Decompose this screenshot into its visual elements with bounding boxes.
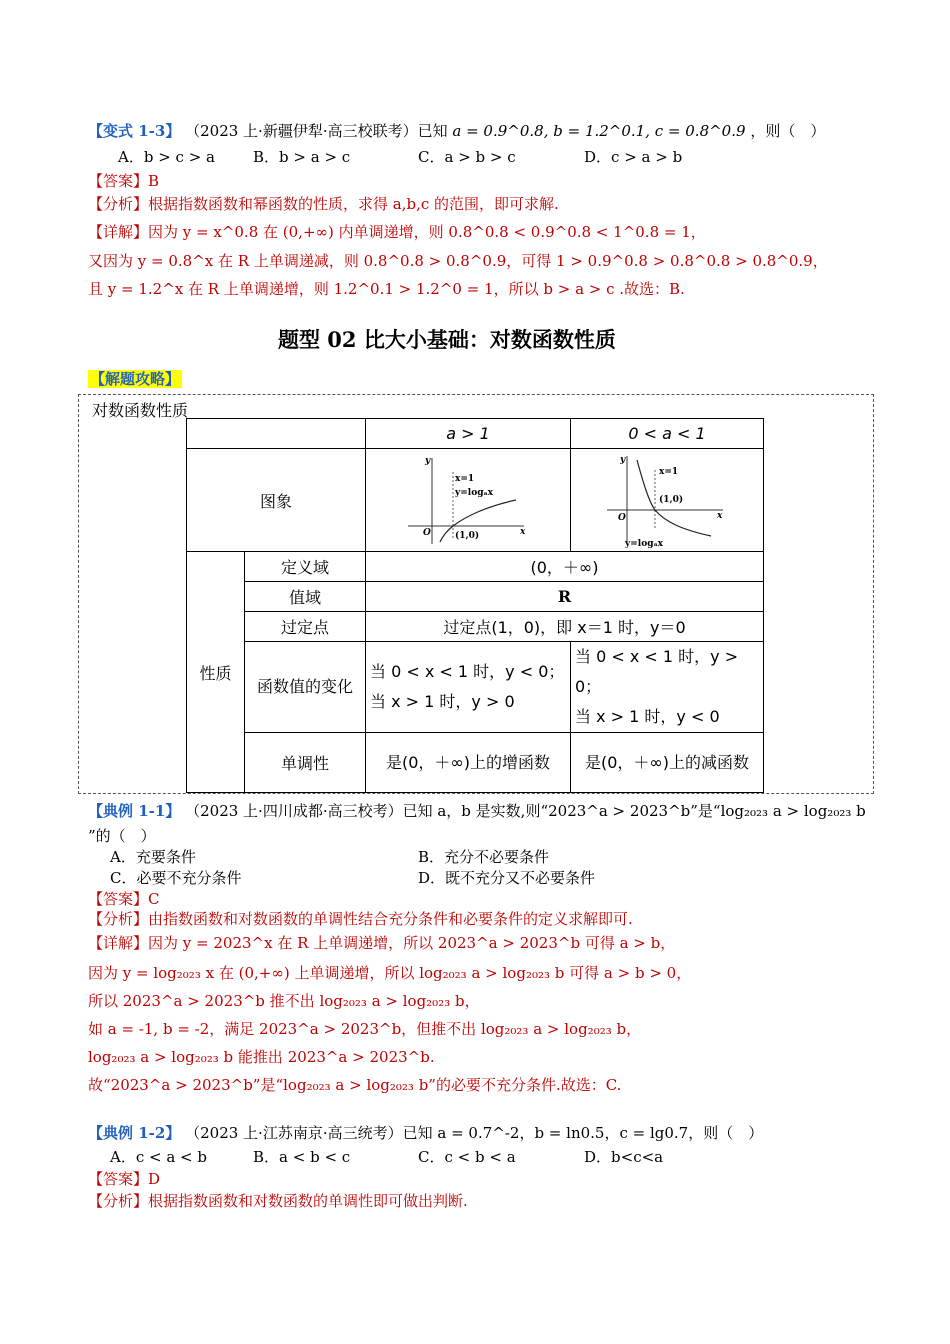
variant13-expr: a = 0.9^0.8, b = 1.2^0.1, c = 0.8^0.9 bbox=[452, 122, 746, 140]
example11-option-d: D．既不充分又不必要条件 bbox=[418, 869, 596, 887]
row-domain-value: (0，＋∞) bbox=[366, 552, 764, 582]
row-domain-label: 定义域 bbox=[244, 552, 365, 582]
log-graph-decreasing bbox=[607, 452, 727, 548]
detail-tag: 【详解】 bbox=[88, 934, 149, 952]
strategy-label bbox=[88, 368, 182, 389]
table-corner bbox=[187, 419, 366, 449]
row-change-a bbox=[366, 642, 571, 733]
change-a-line-1: 当 0 < x < 1 时，y < 0； bbox=[370, 662, 565, 681]
y-label: y bbox=[620, 455, 626, 465]
example11-option-c: C．必要不充分条件 bbox=[110, 869, 242, 887]
point-label: (1,0) bbox=[659, 495, 684, 505]
example12-option-a: A．c < a < b bbox=[110, 1148, 207, 1166]
x1-label: x=1 bbox=[659, 467, 679, 477]
answer-value: C bbox=[148, 890, 160, 908]
example11-source: （2023 上·四川成都·高三校考）已知 a，b 是实数,则“2023^a > 2023^b”是“log₂₀₂₃ a > log₂₀₂₃ b bbox=[185, 802, 866, 820]
variant13-detail-line-2: 又因为 y = 0.8^x 在 R 上单调递减，则 0.8^0.8 > 0.8^0.9，可得 1 > 0.9^0.8 > 0.8^0.8 > 0.8^0.9， bbox=[88, 252, 828, 270]
log-property-table bbox=[186, 418, 764, 793]
variant13-detail-line-3: 且 y = 1.2^x 在 R 上单调递增，则 1.2^0.1 > 1.2^0 = 1，所以 b > a > c .故选：B. bbox=[88, 280, 685, 298]
example11-detail-line-6: 故“2023^a > 2023^b”是“log₂₀₂₃ a > log₂₀₂₃ b”的必要不充分条件.故选：C. bbox=[88, 1076, 622, 1094]
row-graph-label: 图象 bbox=[187, 449, 366, 552]
variant13-detail-line-1 bbox=[88, 221, 706, 242]
variant13-source: （2023 上·新疆伊犁·高三校联考）已知 bbox=[185, 122, 448, 140]
variant13-option-b: B．b > a > c bbox=[253, 148, 351, 166]
answer-value: D bbox=[148, 1170, 161, 1188]
example12-tag: 【典例 1-2】 bbox=[88, 1124, 181, 1142]
example11-analysis bbox=[88, 908, 633, 929]
fn-label: y=logₐx bbox=[625, 539, 664, 548]
answer-tag: 【答案】 bbox=[88, 172, 149, 190]
variant13-analysis bbox=[88, 193, 559, 214]
change-b-line-2: 0； bbox=[575, 677, 602, 696]
answer-tag: 【答案】 bbox=[88, 1170, 149, 1188]
group-label: 性质 bbox=[187, 552, 245, 793]
analysis-tag: 【分析】 bbox=[88, 1192, 149, 1210]
detail-text: 因为 y = 2023^x 在 R 上单调递增，所以 2023^a > 2023^b 可得 a > b， bbox=[148, 934, 676, 952]
origin-label: O bbox=[618, 513, 626, 523]
row-range-value: R bbox=[366, 582, 764, 612]
change-a-line-2: 当 x > 1 时，y > 0 bbox=[370, 692, 515, 711]
section-title: 题型 02 比大小基础：对数函数性质 bbox=[278, 327, 616, 352]
x-label: x bbox=[717, 511, 723, 521]
head-a-lt-1: 0 < a < 1 bbox=[571, 419, 764, 449]
example12-option-b: B．a < b < c bbox=[253, 1148, 351, 1166]
graph-decreasing bbox=[571, 449, 764, 552]
example12-answer bbox=[88, 1168, 160, 1189]
row-mono-a: 是(0，＋∞)上的增函数 bbox=[366, 733, 571, 793]
analysis-text: 根据指数函数和对数函数的单调性即可做出判断. bbox=[148, 1192, 468, 1210]
row-change-b bbox=[571, 642, 764, 733]
variant13-option-d: D．c > a > b bbox=[584, 148, 683, 166]
answer-tag: 【答案】 bbox=[88, 890, 149, 908]
variant13-tag: 【变式 1-3】 bbox=[88, 122, 181, 140]
head-a-gt-1: a > 1 bbox=[366, 419, 571, 449]
detail-tag: 【详解】 bbox=[88, 223, 149, 241]
change-b-line-1: 当 0 < x < 1 时，y > bbox=[575, 647, 739, 666]
example12-option-c: C．c < b < a bbox=[418, 1148, 516, 1166]
analysis-text: 由指数函数和对数函数的单调性结合充分条件和必要条件的定义求解即可. bbox=[148, 910, 633, 928]
row-fixed-point-label: 过定点 bbox=[244, 612, 365, 642]
example12-option-d: D．b<c<a bbox=[584, 1148, 664, 1166]
y-label: y bbox=[425, 456, 431, 466]
example11-option-b: B．充分不必要条件 bbox=[418, 848, 550, 866]
log-graph-increasing bbox=[408, 454, 528, 546]
example11-detail-line-4: 如 a = -1, b = -2，满足 2023^a > 2023^b，但推不出 log₂₀₂₃ a > log₂₀₂₃ b， bbox=[88, 1020, 642, 1038]
example11-detail-line-3: 所以 2023^a > 2023^b 推不出 log₂₀₂₃ a > log₂₀₂₃ b， bbox=[88, 992, 480, 1010]
example12-question bbox=[88, 1122, 763, 1143]
variant13-option-a: A．b > c > a bbox=[118, 148, 215, 166]
analysis-tag: 【分析】 bbox=[88, 910, 149, 928]
x-label: x bbox=[520, 527, 526, 537]
example11-option-a: A．充要条件 bbox=[110, 848, 196, 866]
point-label: (1,0) bbox=[455, 531, 480, 541]
fn-label: y=logₐx bbox=[455, 488, 494, 498]
example11-detail-line-1 bbox=[88, 932, 675, 953]
analysis-tag: 【分析】 bbox=[88, 195, 149, 213]
strategy-highlight: 【解题攻略】 bbox=[90, 370, 181, 388]
row-mono-b: 是(0，＋∞)上的减函数 bbox=[571, 733, 764, 793]
x1-label: x=1 bbox=[455, 474, 475, 484]
example11-tag: 【典例 1-1】 bbox=[88, 802, 181, 820]
example12-analysis bbox=[88, 1190, 468, 1211]
row-mono-label: 单调性 bbox=[244, 733, 365, 793]
variant13-question bbox=[88, 120, 825, 141]
variant13-option-c: C．a > b > c bbox=[418, 148, 516, 166]
answer-value: B bbox=[148, 172, 160, 190]
detail-text: 因为 y = x^0.8 在 (0,+∞) 内单调递增，则 0.8^0.8 < 0.9^0.8 < 1^0.8 = 1， bbox=[148, 223, 706, 241]
box-title: 对数函数性质 bbox=[92, 401, 189, 420]
change-b-line-3: 当 x > 1 时，y < 0 bbox=[575, 707, 720, 726]
variant13-answer bbox=[88, 170, 159, 191]
graph-increasing bbox=[366, 449, 571, 552]
row-range-label: 值域 bbox=[244, 582, 365, 612]
row-fixed-point-value: 过定点(1，0)，即 x＝1 时，y＝0 bbox=[366, 612, 764, 642]
analysis-text: 根据指数函数和幂函数的性质，求得 a,b,c 的范围，即可求解. bbox=[148, 195, 559, 213]
example11-answer bbox=[88, 888, 160, 909]
origin-label: O bbox=[423, 528, 431, 538]
row-change-label: 函数值的变化 bbox=[244, 642, 365, 733]
example11-tail: ”的（ ） bbox=[88, 827, 156, 845]
example12-source: （2023 上·江苏南京·高三统考）已知 a = 0.7^-2，b = ln0.5，c = lg0.7，则（ ） bbox=[185, 1124, 764, 1142]
example11-detail-line-2: 因为 y = log₂₀₂₃ x 在 (0,+∞) 上单调递增，所以 log₂₀₂₃ a > log₂₀₂₃ b 可得 a > b > 0， bbox=[88, 964, 692, 982]
example11-question bbox=[88, 800, 866, 821]
example11-detail-line-5: log₂₀₂₃ a > log₂₀₂₃ b 能推出 2023^a > 2023^b. bbox=[88, 1048, 435, 1066]
variant13-tail: ，则（ ） bbox=[750, 122, 826, 140]
